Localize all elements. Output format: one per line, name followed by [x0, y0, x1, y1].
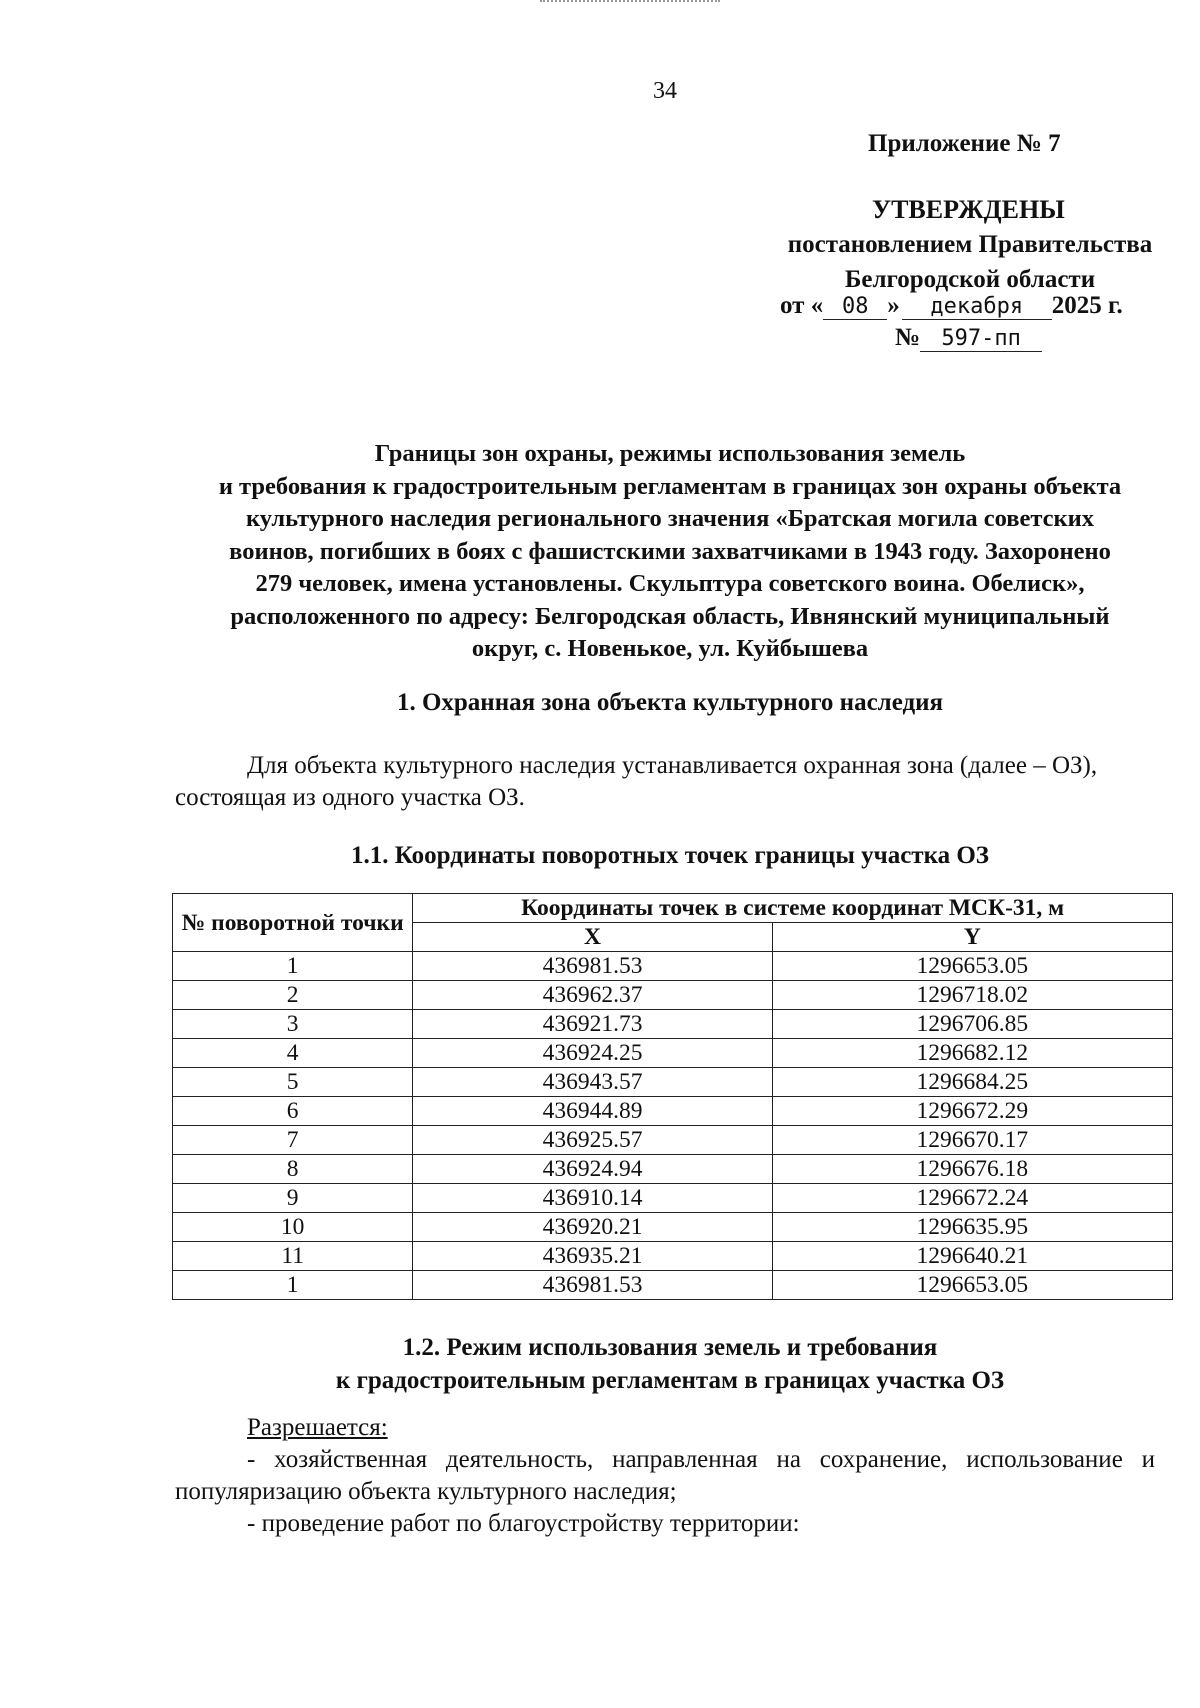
title-line: Границы зон охраны, режимы использования земель — [374, 440, 966, 467]
approved-by — [770, 227, 1170, 297]
cell-y: 1296640.21 — [772, 1242, 1172, 1271]
appendix-label: Приложение № 7 — [868, 130, 1061, 157]
cell-x: 436910.14 — [413, 1184, 772, 1213]
cell-x: 436921.73 — [413, 1010, 772, 1039]
title-line: культурного наследия регионального значения «Братская могила советских — [245, 505, 1095, 532]
allowed-item-2: - проведение работ по благоустройству территории: — [247, 1510, 800, 1537]
section-1-2-heading-line1: 1.2. Режим использования земель и требования — [402, 1334, 938, 1361]
approved-title: УТВЕРЖДЕНЫ — [872, 195, 1065, 224]
cell-y: 1296653.05 — [772, 1271, 1172, 1300]
cell-x: 436925.57 — [413, 1126, 772, 1155]
approved-by-line1: постановлением Правительства — [787, 231, 1153, 258]
cell-x: 436962.37 — [413, 981, 772, 1010]
section-1-2-heading-line2: к градостроительным регламентам в границах участка ОЗ — [335, 1367, 1005, 1394]
cell-point: 5 — [173, 1068, 413, 1097]
table-row — [173, 1126, 1173, 1155]
table-row — [173, 1068, 1173, 1097]
cell-y: 1296672.29 — [772, 1097, 1172, 1126]
table-row — [173, 1039, 1173, 1068]
number-prefix: № — [895, 324, 921, 351]
main-title — [170, 438, 1170, 666]
section-1-2-heading — [170, 1331, 1170, 1397]
page-number: 34 — [653, 78, 677, 104]
cell-point: 8 — [173, 1155, 413, 1184]
cell-point: 4 — [173, 1039, 413, 1068]
date-day: 08 — [823, 295, 887, 320]
table-row — [173, 1271, 1173, 1300]
title-line: и требования к градостроительным регламентам в границах зон охраны объекта — [218, 472, 1122, 500]
title-line: 279 человек, имена установлены. Скульптура советского воина. Обелиск», — [255, 570, 1085, 597]
cell-point: 9 — [173, 1184, 413, 1213]
cell-y: 1296670.17 — [772, 1126, 1172, 1155]
coordinates-table — [172, 893, 1173, 1300]
table-row — [173, 1184, 1173, 1213]
cell-y: 1296706.85 — [772, 1010, 1172, 1039]
title-line: округ, с. Новенькое, ул. Куйбышева — [471, 635, 869, 662]
table-row — [173, 1010, 1173, 1039]
table-row — [173, 1242, 1173, 1271]
table-row — [173, 952, 1173, 981]
cell-y: 1296684.25 — [772, 1068, 1172, 1097]
cell-point: 2 — [173, 981, 413, 1010]
cell-y: 1296676.18 — [772, 1155, 1172, 1184]
cell-point: 10 — [173, 1213, 413, 1242]
document-number: 597-пп — [920, 327, 1042, 352]
cell-x: 436924.94 — [413, 1155, 772, 1184]
date-prefix: от « — [780, 292, 824, 319]
cell-point: 3 — [173, 1010, 413, 1039]
title-line: воинов, погибших в боях с фашистскими захватчиками в 1943 году. Захоронено — [229, 537, 1111, 565]
title-line: расположенного по адресу: Белгородская область, Ивнянский муниципальный — [230, 602, 1110, 630]
cell-y: 1296635.95 — [772, 1213, 1172, 1242]
table-row — [173, 1155, 1173, 1184]
cell-x: 436943.57 — [413, 1068, 772, 1097]
cell-x: 436935.21 — [413, 1242, 772, 1271]
cell-y: 1296682.12 — [772, 1039, 1172, 1068]
header-y: Y — [772, 923, 1172, 952]
date-month: декабря — [902, 295, 1052, 320]
header-point-number: № поворотной точки — [173, 894, 413, 952]
cell-y: 1296718.02 — [772, 981, 1172, 1010]
approved-by-line2: Белгородской области — [844, 266, 1096, 293]
section-1-heading: 1. Охранная зона объекта культурного наследия — [396, 689, 944, 716]
cell-x: 436920.21 — [413, 1213, 772, 1242]
allowed-label — [247, 1412, 1147, 1444]
section-1-paragraph: Для объекта культурного наследия устанавливается охранная зона (далее – ОЗ), состоящая из одного участка ОЗ. — [175, 752, 1098, 811]
cell-point: 6 — [173, 1097, 413, 1126]
date-year: 2025 г. — [1051, 292, 1123, 319]
number-line — [895, 324, 1042, 352]
table-row — [173, 1213, 1173, 1242]
cell-x: 436924.25 — [413, 1039, 772, 1068]
table-row — [173, 981, 1173, 1010]
cell-x: 436981.53 — [413, 952, 772, 981]
allowed-item-1: - хозяйственная деятельность, направленная на сохранение, использование и популяризацию объекта культурного наследия; — [175, 1446, 1155, 1505]
section-1-1-heading: 1.1. Координаты поворотных точек границы участка ОЗ — [351, 842, 989, 869]
header-x: X — [413, 923, 772, 952]
allowed-label-text: Разрешается: — [247, 1414, 388, 1441]
cell-y: 1296672.24 — [772, 1184, 1172, 1213]
cell-point: 1 — [173, 952, 413, 981]
cell-point: 7 — [173, 1126, 413, 1155]
cell-y: 1296653.05 — [772, 952, 1172, 981]
cell-x: 436944.89 — [413, 1097, 772, 1126]
cell-point: 1 — [173, 1271, 413, 1300]
cell-x: 436981.53 — [413, 1271, 772, 1300]
table-row — [173, 1097, 1173, 1126]
date-line — [780, 292, 1123, 320]
scan-artifact — [540, 0, 720, 5]
header-coordinates: Координаты точек в системе координат МСК-31, м — [413, 894, 1173, 923]
date-mid: » — [887, 292, 900, 319]
cell-point: 11 — [173, 1242, 413, 1271]
